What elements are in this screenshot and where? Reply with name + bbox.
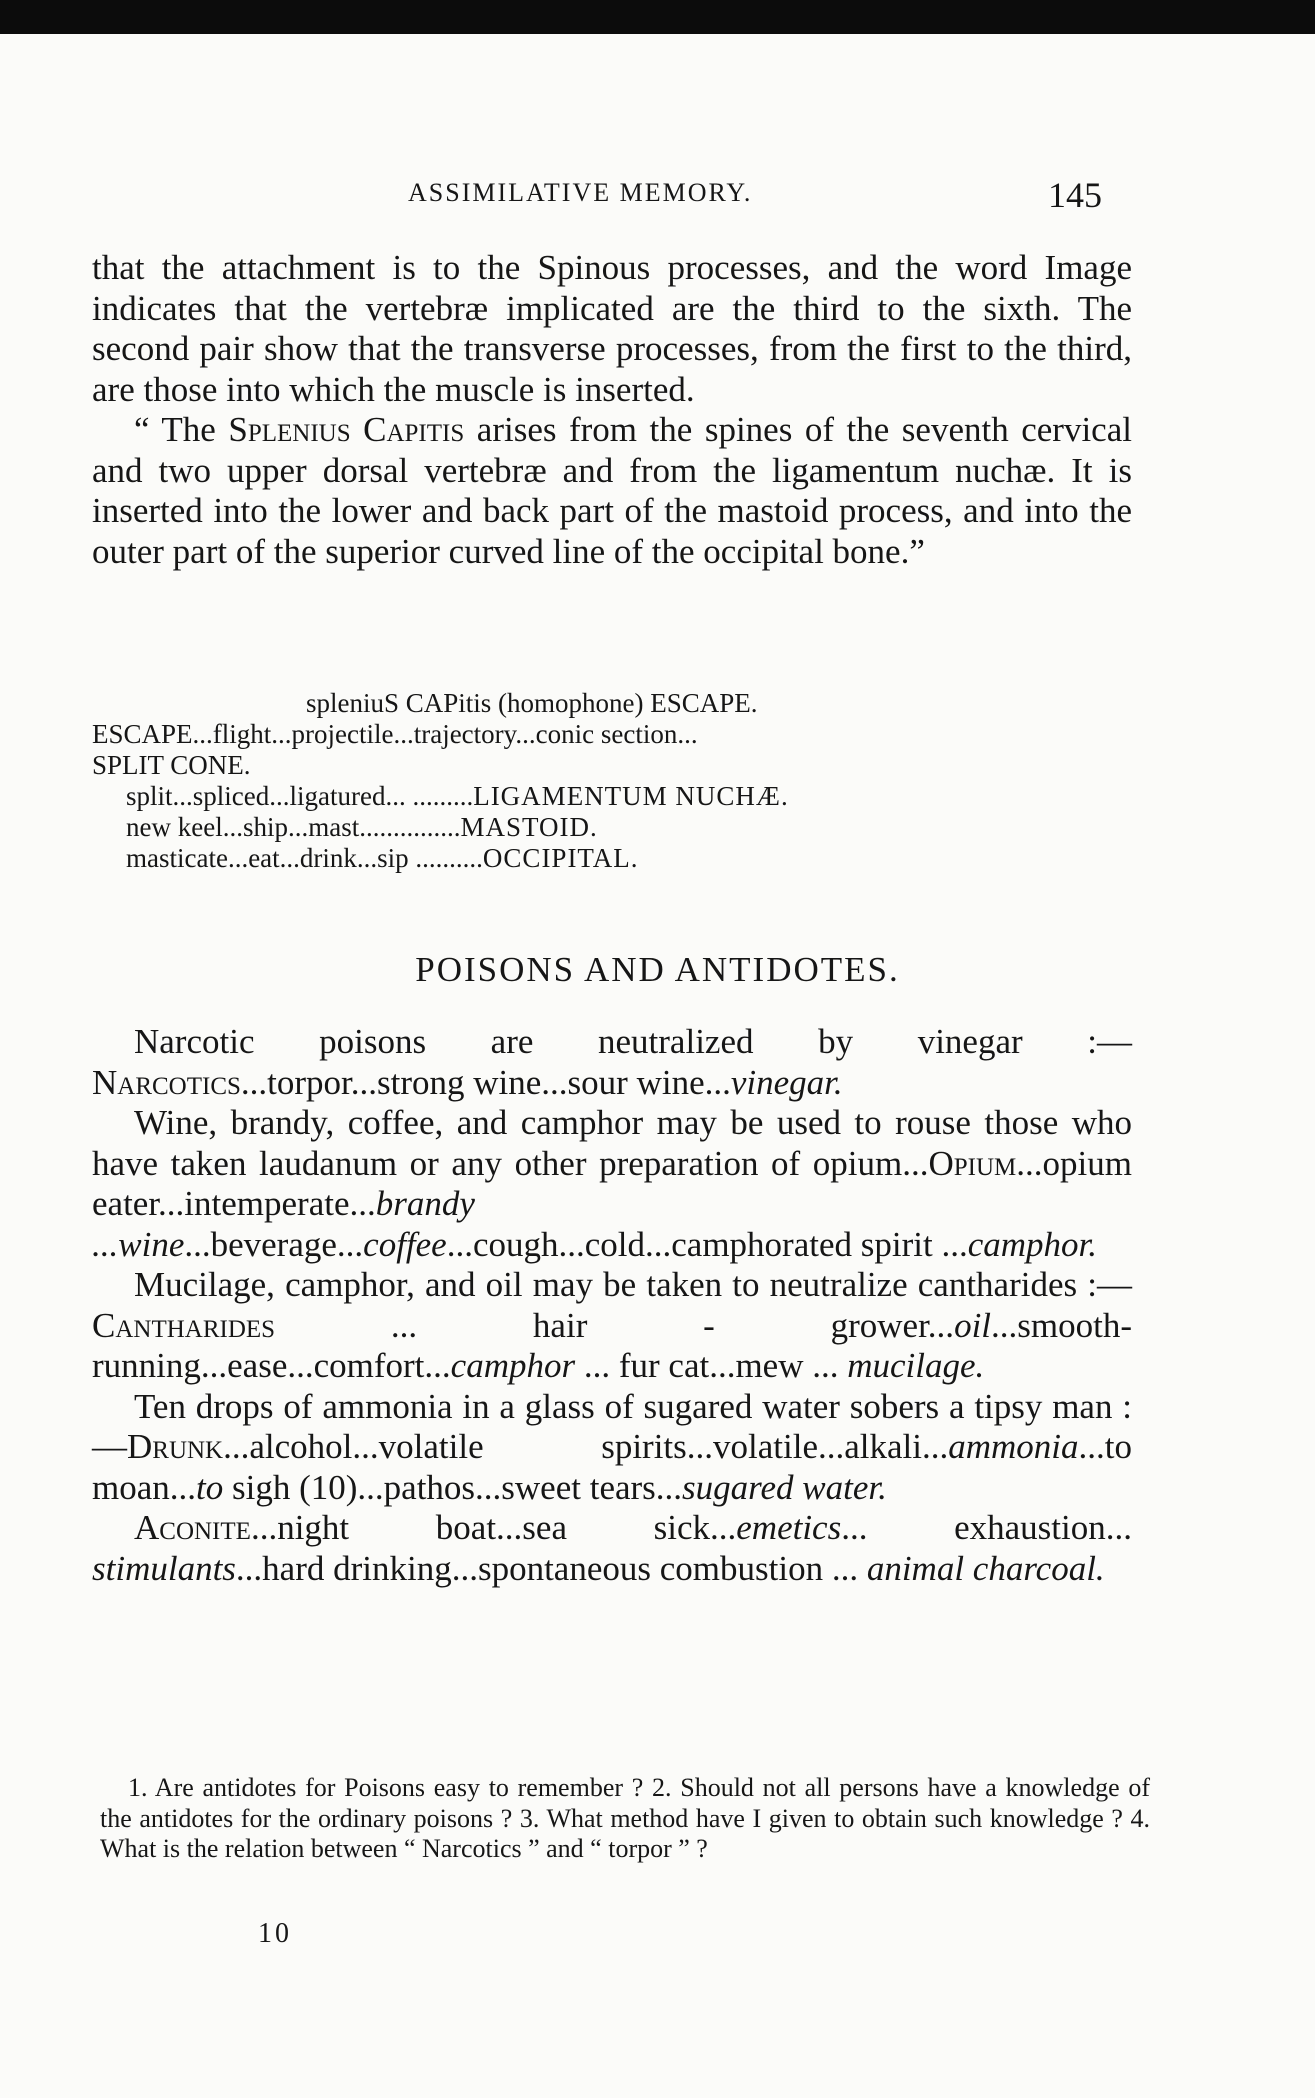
mnemonic-row [92,843,1152,874]
key-term: Cantharides [92,1305,276,1345]
mnemonic-chain: new keel...ship...mast............... [126,812,461,842]
text-run: Wine, brandy, coffee, and camphor may be used to rouse those who have taken laudanum or any other preparation of opium... [92,1103,1132,1183]
antidote-term: sugared water. [682,1467,887,1507]
muscle-term: Splenius Capitis [228,410,465,449]
poison-paragraph [92,1387,1132,1509]
mnemonic-block [92,688,1152,874]
page-header [0,175,1315,218]
antidote-term: coffee [363,1224,447,1264]
quote-rest: arises from the spines of the seventh cervical and two upper dorsal vertebræ and from the ligamentum nuchæ. It is inserted into the lower and back part of the mastoid process, and into the outer part of the superior curved line of the occipital bone.” [92,410,1132,571]
intro-paragraph: that the attachment is to the Spinous processes, and the word Image indicates that the vertebræ implicated are the third to the sixth. The second pair show that the transverse processes, from the first to the third, are those into which the muscle is inserted. [92,248,1132,409]
antidote-term: camphor. [967,1224,1098,1264]
text-run: ...smooth-running...ease...comfort... [92,1305,1132,1385]
mnemonic-row [92,812,1152,843]
mnemonic-chain: split...spliced...ligatured... ......... [126,781,474,811]
text-run: sigh (10)...pathos...sweet tears... [223,1467,683,1507]
key-term: Drunk [127,1427,224,1466]
running-title: ASSIMILATIVE MEMORY. [408,178,753,207]
text-run: Mucilage, camphor, and oil may be taken to neutralize cantharides :— [134,1265,1132,1304]
review-questions [100,1773,1150,1865]
text-run: ...opium eater...intemperate... [92,1143,1132,1223]
antidote-term: mucilage. [847,1346,985,1385]
poisons-section [92,1022,1132,1589]
antidote-term: brandy ...wine [92,1184,475,1264]
key-term: Narcotics [92,1062,241,1102]
poison-paragraph [92,1508,1132,1589]
mnemonic-target: MASTOID. [460,812,598,842]
text-run: ...hard drinking...spontaneous combustion ... [235,1548,867,1588]
mnemonic-target: LIGAMENTUM NUCHÆ. [473,781,789,811]
poison-paragraph [92,1265,1132,1387]
quote-paragraph [92,410,1132,572]
text-run: Ten drops of ammonia in a glass of sugared water sobers a tipsy man :— [92,1386,1132,1466]
text-run: ...to moan... [92,1427,1132,1507]
mnemonic-line: spleniuS CAPitis (homophone) ESCAPE. [306,688,758,718]
key-term: Aconite [134,1508,251,1547]
signature-mark: 10 [258,1918,292,1949]
antidote-term: to [196,1467,224,1507]
intro-section [92,248,1132,572]
poison-paragraph [92,1022,1132,1103]
quote-open: “ The [134,410,229,449]
key-term: Opium [928,1143,1017,1183]
text-run: ... hair - grower... [275,1305,955,1345]
antidote-term: oil [954,1305,992,1345]
antidote-term: ammonia [948,1427,1079,1466]
text-run: ... exhaustion... [841,1508,1133,1547]
poison-paragraph [92,1103,1132,1265]
antidote-term: vinegar. [730,1062,843,1102]
questions-text: 1. Are antidotes for Poisons easy to remember ? 2. Should not all persons have a knowledge of the antidotes for the ordinary poisons ? 3. What method have I given to obtain such knowledge ? 4. What is the relation between “ Narcotics ” and “ torpor ” ? [100,1773,1150,1863]
mnemonic-row [92,781,1152,812]
text-run: ...cough...cold...camphorated spirit ... [446,1224,968,1264]
antidote-term: animal charcoal. [866,1548,1105,1588]
section-title: POISONS AND ANTIDOTES. [415,950,900,989]
mnemonic-line: ESCAPE...flight...projectile...trajectory...conic section... [92,719,698,749]
page-number: 145 [1048,175,1102,215]
text-run: ...alcohol...volatile spirits...volatile...alkali... [223,1427,949,1466]
text-run: ...beverage... [184,1224,364,1264]
text-run: ...night boat...sea sick... [250,1508,737,1547]
antidote-term: emetics [736,1508,842,1547]
mnemonic-line: SPLIT CONE. [92,750,251,780]
antidote-term: camphor [450,1346,576,1385]
text-run: Narcotic poisons are neutralized by vinegar :— [134,1022,1132,1061]
text-run: ... fur cat...mew ... [575,1346,848,1385]
mnemonic-chain: masticate...eat...drink...sip .......... [126,843,483,873]
text-run: ...torpor...strong wine...sour wine... [240,1062,731,1102]
mnemonic-target: OCCIPITAL. [482,843,639,873]
scan-top-border [0,0,1315,34]
antidote-term: stimulants [92,1548,236,1588]
